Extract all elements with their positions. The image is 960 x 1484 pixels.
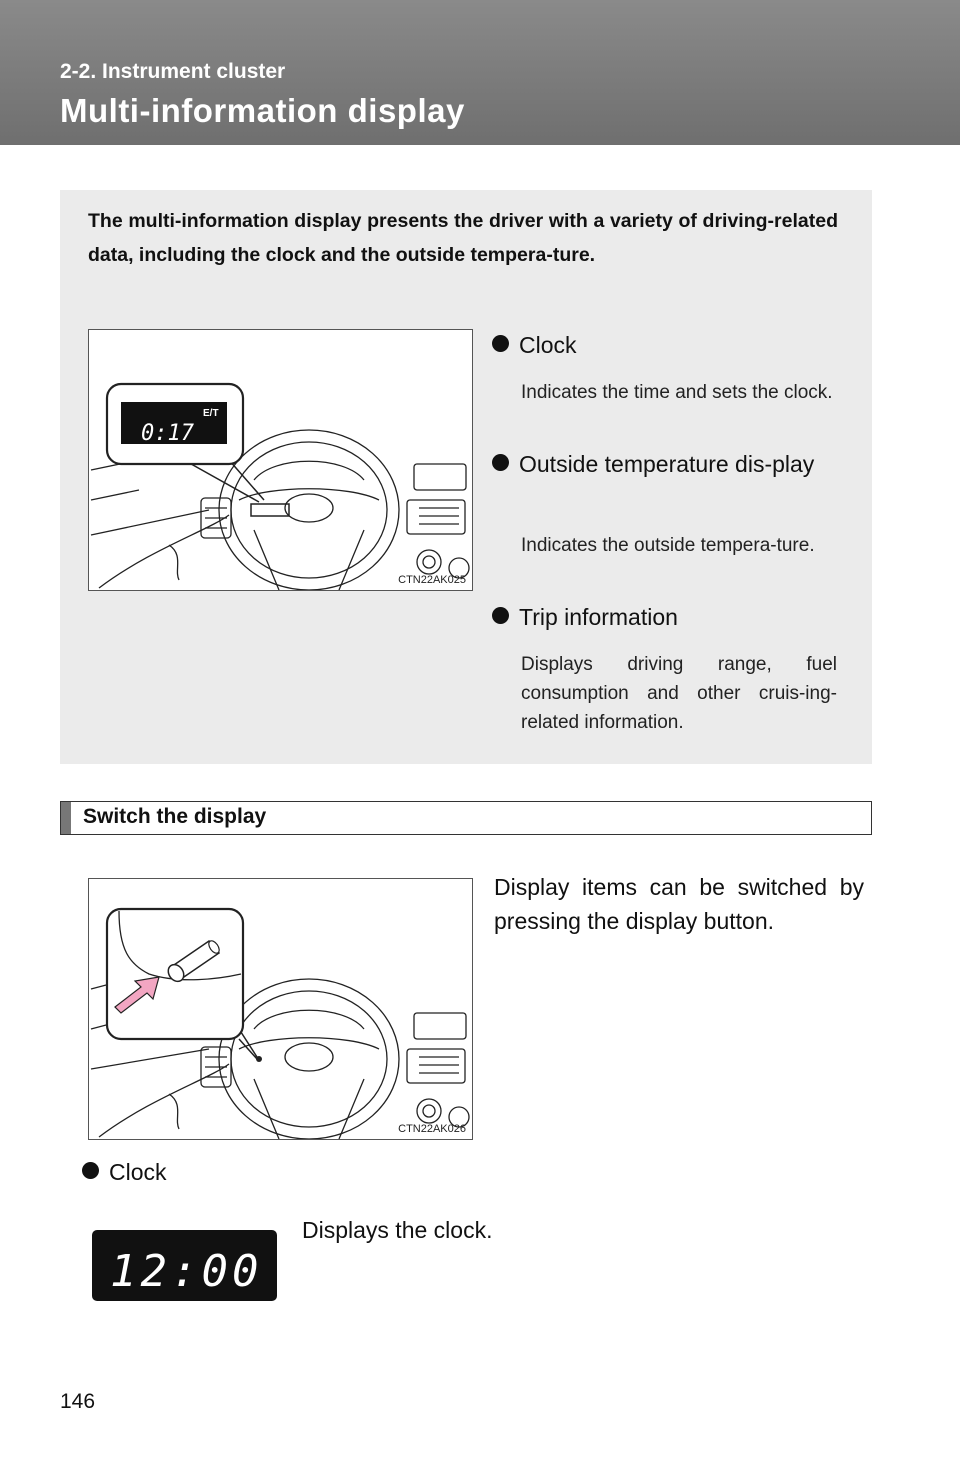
dashboard-illustration-clock xyxy=(88,329,473,591)
figure-code: CTN22AK025 xyxy=(398,574,466,586)
clock-item xyxy=(82,1155,167,1189)
bullet-dot-icon xyxy=(82,1162,99,1179)
clock-item-title: Clock xyxy=(109,1159,167,1185)
page-header xyxy=(0,0,960,145)
feature-clock xyxy=(492,328,577,362)
dashboard-illustration-button xyxy=(88,878,473,1140)
page-title: Multi-information display xyxy=(60,92,465,129)
switch-description: Display items can be switched by pressing the display button. xyxy=(494,874,864,934)
lcd-time: 12:00 xyxy=(110,1246,263,1297)
feature-desc: Indicates the outside tempera-ture. xyxy=(521,535,815,556)
feature-desc: Indicates the time and sets the clock. xyxy=(521,382,833,403)
lcd-label: E/T xyxy=(203,408,219,419)
subsection-heading xyxy=(60,801,872,835)
feature-title: Trip information xyxy=(519,604,678,630)
section-label: 2-2. Instrument cluster xyxy=(60,60,286,83)
bullet-dot-icon xyxy=(492,607,509,624)
bullet-dot-icon xyxy=(492,335,509,352)
feature-desc: Displays driving range, fuel consumption and other cruis-ing-related information. xyxy=(521,654,837,733)
feature-title: Clock xyxy=(519,332,577,358)
subsection-heading-text: Switch the display xyxy=(83,805,267,828)
figure-code: CTN22AK026 xyxy=(398,1123,466,1135)
lcd-reading: 0:17 xyxy=(141,421,194,446)
steering-wheel-icon xyxy=(89,330,473,591)
intro-text: The multi-information display presents the driver with a variety of driving-related data, including the clock and the outside tempera-ture. xyxy=(88,210,838,266)
display-button-icon xyxy=(89,879,473,1140)
bullet-dot-icon xyxy=(492,454,509,471)
feature-outside-temp xyxy=(492,447,838,481)
clock-lcd-display xyxy=(92,1230,277,1301)
page-number: 146 xyxy=(60,1390,96,1413)
feature-trip-info xyxy=(492,600,678,634)
feature-title: Outside temperature dis-play xyxy=(519,451,815,477)
clock-item-desc: Displays the clock. xyxy=(302,1217,493,1243)
